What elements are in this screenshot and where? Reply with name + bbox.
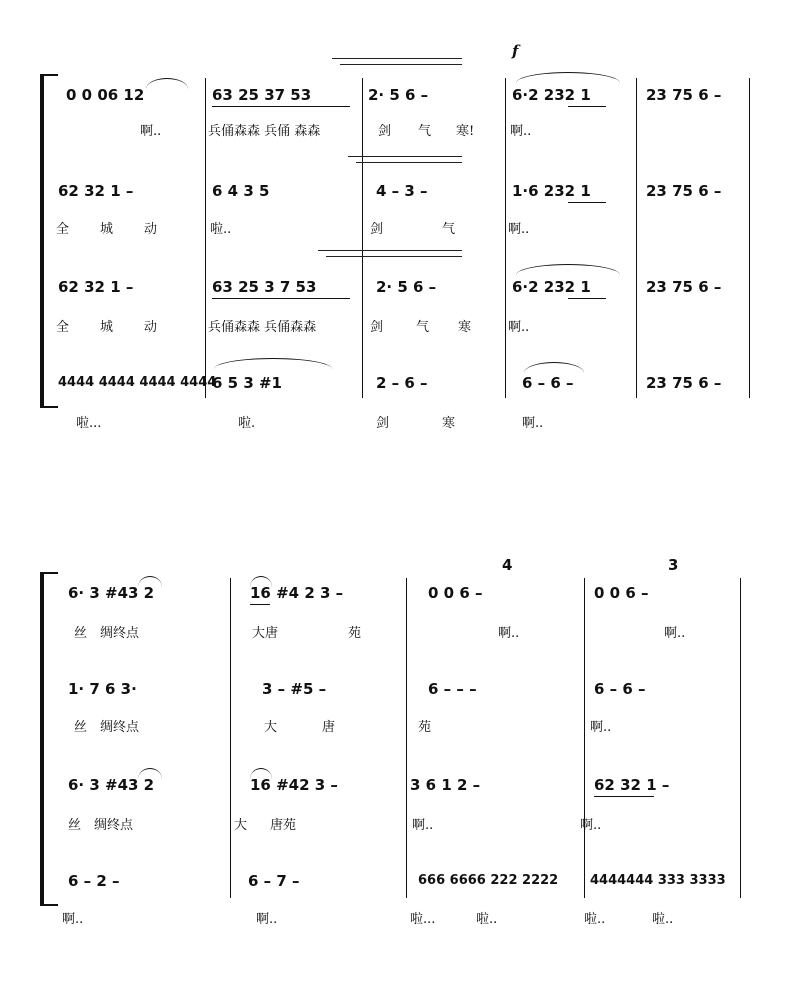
- lyric: 丝: [68, 818, 82, 833]
- lyric: 绸终点: [100, 626, 140, 641]
- measure-3: 2 – 6 –: [376, 374, 428, 392]
- lyric: 唐苑: [270, 818, 297, 833]
- measure-1: 4444 4444 4444 4444: [58, 375, 217, 390]
- lyric: 啦..: [652, 912, 674, 927]
- measure-3: 3 6 1 2 –: [410, 776, 481, 794]
- slur: [138, 576, 162, 587]
- barline: [406, 578, 407, 898]
- lyric: 兵俑森森 兵俑 森森: [208, 124, 321, 139]
- measure-2: 16 #42 3 –: [250, 776, 338, 794]
- lyric: 动: [144, 320, 158, 335]
- measure-4: 4444444 333 3333: [590, 873, 726, 888]
- lyric: 绸终点: [94, 818, 134, 833]
- lyric: 剑: [370, 222, 384, 237]
- measure-1: 6 – 2 –: [68, 872, 120, 890]
- lyric: 剑: [376, 416, 390, 431]
- lyric: 啊..: [590, 720, 612, 735]
- lyric: 唐: [322, 720, 336, 735]
- measure-3: 0 0 6 –: [428, 584, 483, 602]
- measure-1: 0 0 06 12: [66, 86, 145, 104]
- measure-2: 16 #4 2 3 –: [250, 584, 344, 602]
- measure-4: 6 – 6 –: [594, 680, 646, 698]
- lyric: 啊..: [498, 626, 520, 641]
- lyric: 啊..: [510, 124, 532, 139]
- lyric: 剑: [378, 124, 392, 139]
- measure-4: 62 32 1 –: [594, 776, 670, 794]
- slur: [250, 768, 272, 779]
- lyric: 啦..: [584, 912, 606, 927]
- lyric: 城: [100, 222, 114, 237]
- measure-3: 4 – 3 –: [376, 182, 428, 200]
- lyric: 气: [418, 124, 432, 139]
- measure-2: 3 – #5 –: [262, 680, 327, 698]
- lyric: 苑: [348, 626, 362, 641]
- measure-3: 2· 5 6 –: [368, 86, 429, 104]
- lyric: 啦.: [238, 416, 256, 431]
- measure-4: 6·2 232 1: [512, 86, 591, 104]
- measure-1: 1· 7 6 3·: [68, 680, 137, 698]
- underline-beam: [594, 796, 654, 797]
- lyric: 啊..: [664, 626, 686, 641]
- lyric: 啦..: [210, 222, 232, 237]
- lyric: 苑: [418, 720, 432, 735]
- upper-digit: 4: [502, 556, 513, 574]
- measure-1: 6· 3 #43 2: [68, 776, 155, 794]
- measure-4: 6·2 232 1: [512, 278, 591, 296]
- measure-4: 0 0 6 –: [594, 584, 649, 602]
- measure-4: 6 – 6 –: [522, 374, 574, 392]
- barline: [740, 578, 741, 898]
- measure-3: 6 – – –: [428, 680, 477, 698]
- lyric: 绸终点: [100, 720, 140, 735]
- lyric: 气: [442, 222, 456, 237]
- lyric: 兵俑森森 兵俑森森: [208, 320, 317, 335]
- measure-2: 63 25 37 53: [212, 86, 312, 104]
- lyric: 啊..: [508, 320, 530, 335]
- measure-2: 6 – 7 –: [248, 872, 300, 890]
- lyric: 啊..: [522, 416, 544, 431]
- lyric: 寒!: [456, 124, 475, 139]
- measure-4: 1·6 232 1: [512, 182, 591, 200]
- lyric: 啊..: [140, 124, 162, 139]
- lyric: 啦...: [410, 912, 436, 927]
- upper-digit: 3: [668, 556, 679, 574]
- lyric: 剑: [370, 320, 384, 335]
- lyric: 丝: [74, 626, 88, 641]
- measure-3: 666 6666 222 2222: [418, 873, 559, 888]
- measure-1: 62 32 1 –: [58, 182, 134, 200]
- lyric: 丝: [74, 720, 88, 735]
- lyric: 全: [56, 320, 70, 335]
- slur: [138, 768, 162, 779]
- lyric: 啦..: [476, 912, 498, 927]
- lyric: 寒: [442, 416, 456, 431]
- lyric: 啊..: [62, 912, 84, 927]
- measure-5: 23 75 6 –: [646, 86, 722, 104]
- measure-1: 6· 3 #43 2: [68, 584, 155, 602]
- lyric: 城: [100, 320, 114, 335]
- measure-2: 6 4 3 5: [212, 182, 270, 200]
- lyric: 动: [144, 222, 158, 237]
- measure-5: 23 75 6 –: [646, 278, 722, 296]
- lyric: 啊..: [256, 912, 278, 927]
- barline: [584, 578, 585, 898]
- measure-3: 2· 5 6 –: [376, 278, 437, 296]
- lyric: 大唐: [252, 626, 279, 641]
- lyric: 啊..: [508, 222, 530, 237]
- measure-1: 62 32 1 –: [58, 278, 134, 296]
- lyric: 啦...: [76, 416, 102, 431]
- measure-2: 63 25 3 7 53: [212, 278, 317, 296]
- barline: [230, 578, 231, 898]
- lyric: 全: [56, 222, 70, 237]
- lyric: 气: [416, 320, 430, 335]
- lyric: 啊..: [412, 818, 434, 833]
- measure-5: 23 75 6 –: [646, 182, 722, 200]
- lyric: 大: [234, 818, 248, 833]
- measure-2: 6 5 3 #1: [212, 374, 282, 392]
- measure-5: 23 75 6 –: [646, 374, 722, 392]
- system-2-brace: [40, 572, 58, 906]
- underline-beam: [250, 604, 270, 605]
- lyric: 大: [264, 720, 278, 735]
- dynamic-forte: f: [512, 42, 519, 60]
- lyric: 寒: [458, 320, 472, 335]
- slur: [250, 576, 272, 587]
- lyric: 啊..: [580, 818, 602, 833]
